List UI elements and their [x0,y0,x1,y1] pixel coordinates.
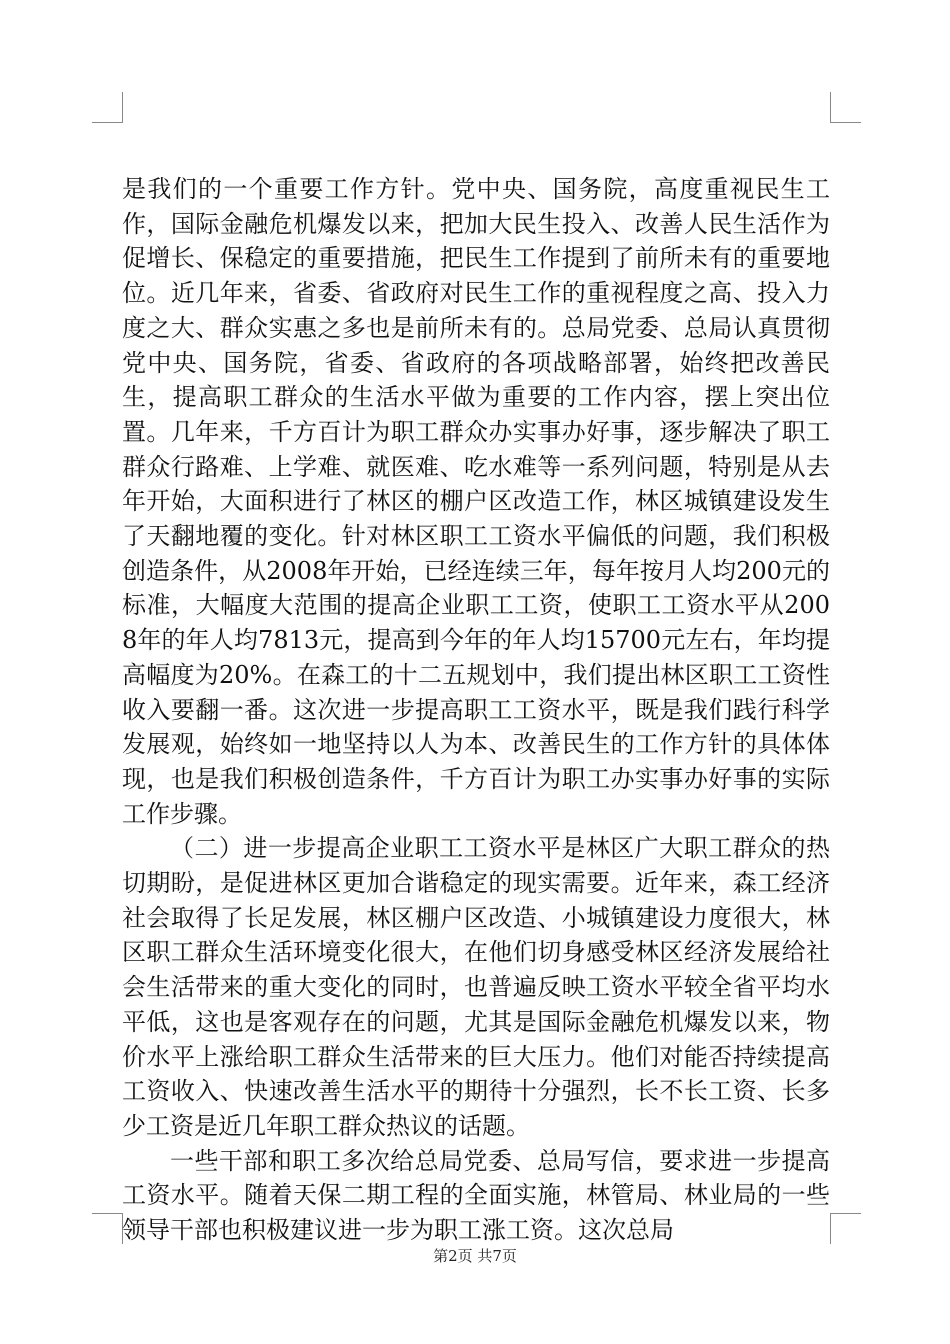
crop-mark-bottom-left [92,1213,123,1244]
crop-mark-top-right [830,92,861,123]
crop-mark-bottom-right [830,1213,861,1244]
document-body [122,172,830,1248]
page-footer: 第2页 共7页 [433,1247,517,1265]
paragraph: 一些干部和职工多次给总局党委、总局写信，要求进一步提高工资水平。随着天保二期工程的全面实施，林管局、林业局的一些领导干部也积极建议进一步为职工涨工资。这次总局 [122,1146,830,1245]
paragraph: 是我们的一个重要工作方针。党中央、国务院，高度重视民生工作，国际金融危机爆发以来，把加大民生投入、改善人民生活作为促增长、保稳定的重要措施，把民生工作提到了前所未有的重要地位。近几年来，省委、省政府对民生工作的重视程度之高、投入力度之大、群众实惠之多也是前所未有的。总局党委、总局认真贯彻党中央、国务院，省委、省政府的各项战略部署，始终把改善民生，提高职工群众的生活水平做为重要的工作内容，摆上突出位置。几年来，千方百计为职工群众办实事办好事，逐步解决了职工群众行路难、上学难、就医难、吃水难等一系列问题，特别是从去年开始，大面积进行了林区的棚户区改造工作，林区城镇建设发生了天翻地覆的变化。针对林区职工工资水平偏低的问题，我们积极创造条件，从2008年开始，已经连续三年，每年按月人均200元的标准，大幅度大范围的提高企业职工工资，使职工工资水平从2008年的年人均7813元，提高到今年的年人均15700元左右，年均提高幅度为20%。在森工的十二五规划中，我们提出林区职工工资性收入要翻一番。这次进一步提高职工工资水平，既是我们践行科学发展观，始终如一地坚持以人为本、改善民生的工作方针的具体体现，也是我们积极创造条件，千方百计为职工办实事办好事的实际工作步骤。 [122,175,830,828]
crop-mark-top-left [92,92,123,123]
paragraph: （二）进一步提高企业职工工资水平是林区广大职工群众的热切期盼，是促进林区更加合谐稳定的现实需要。近年来，森工经济社会取得了长足发展，林区棚户区改造、小城镇建设力度很大，林区职工群众生活环境变化很大，在他们切身感受林区经济发展给社会生活带来的重大变化的同时，也普遍反映工资水平较全省平均水平低，这也是客观存在的问题，尤其是国际金融危机爆发以来，物价水平上涨给职工群众生活带来的巨大压力。他们对能否持续提高工资收入、快速改善生活水平的期待十分强烈，长不长工资、长多少工资是近几年职工群众热议的话题。 [122,834,830,1140]
